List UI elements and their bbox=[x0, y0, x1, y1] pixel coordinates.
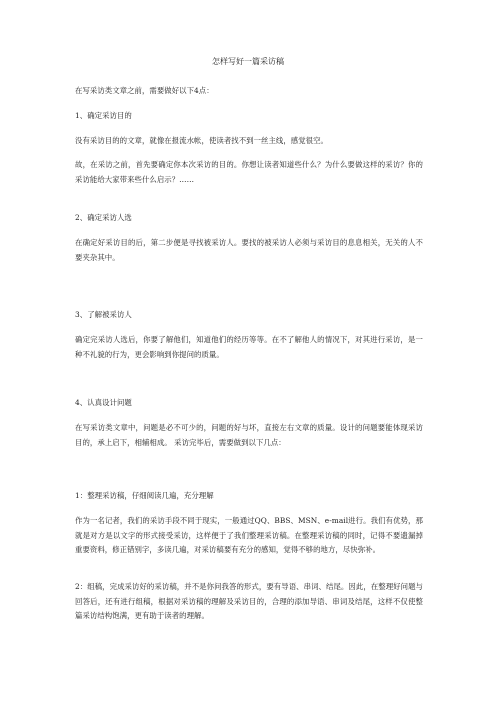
section-3-heading: 3、了解被采访人 bbox=[75, 310, 132, 319]
after-1-heading: 1：整理采访稿，仔细阅读几遍，充分理解 bbox=[75, 491, 214, 500]
section-4-paragraph-1: 在写采访类文章中，问题是必不可少的，问题的好与坏，直接左右文章的质量。设计的问题要能体现采访目的，承上启下，相辅相成。 采访完毕后，需要做到以下几点： bbox=[75, 423, 423, 447]
section-4-heading: 4、认真设计问题 bbox=[75, 398, 132, 407]
section-1-paragraph-2: 故，在采访之前，首先要确定你本次采访的目的。你想让读者知道些什么？为什么要做这样的采访？你的采访能给大家带来些什么启示？…… bbox=[75, 160, 423, 184]
section-3-paragraph-1: 确定完采访人选后，你要了解他们，知道他们的经历等等。在不了解他人的情况下，对其进行采访，是一种不礼貌的行为，更会影响到你提问的质量。 bbox=[75, 335, 423, 359]
section-2-heading: 2、确定采访人选 bbox=[75, 213, 132, 222]
section-1-paragraph-1: 没有采访目的的文章，就像在报流水帐，使读者找不到一丝主线，感觉很空。 bbox=[75, 136, 328, 145]
after-1-paragraph: 作为一名记者，我们的采访手段不同于现实，一般通过QQ、BBS、MSN、e-mail进行。我们有优势，那就是对方是以文字的形式接受采访，这样便于了我们整理采访稿。在整理采访稿的同时，记得不要遗漏掉重要资料，修正错别字，多读几遍，对采访稿要有充分的感知，觉得不够的地方，尽快弥补。 bbox=[75, 516, 423, 554]
after-2-paragraph: 2：组稿，完成采访好的采访稿，并不是你问我答的形式，要有导语、串词、结尾。因此，在整理好问题与回答后，还有进行组稿，根据对采访稿的理解及采访目的，合理的添加导语、串词及结尾，这样不仅使整篇采访结构饱满，更有助于读者的理解。 bbox=[75, 582, 423, 620]
document-title: 怎样写好一篇采访稿 bbox=[212, 57, 284, 66]
section-1-heading: 1、确定采访目的 bbox=[75, 111, 132, 120]
intro-paragraph: 在写采访类文章之前，需要做好以下4点： bbox=[75, 86, 214, 95]
section-2-paragraph-1: 在确定好采访目的后，第二步便是寻找被采访人。要找的被采访人必须与采访目的息息相关，无关的人不要夹杂其中。 bbox=[75, 238, 423, 262]
